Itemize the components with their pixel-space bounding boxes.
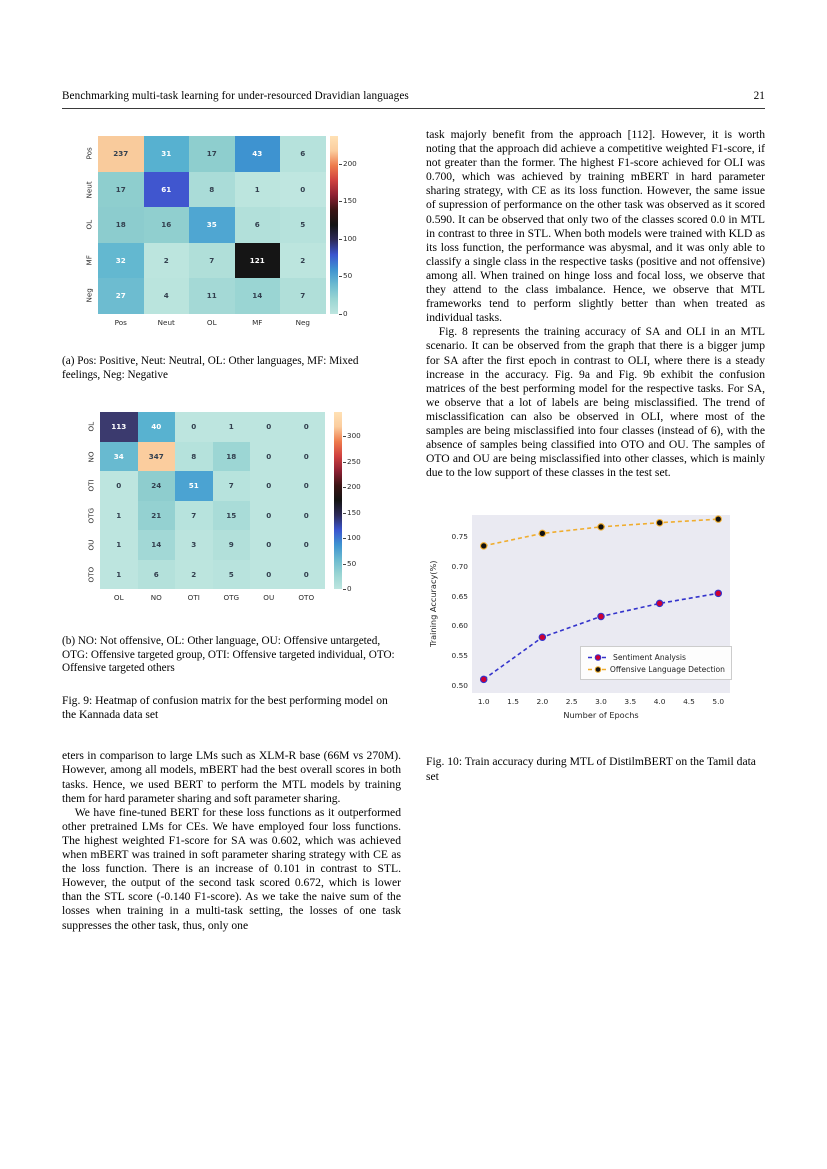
heatmap-cell: 0	[288, 501, 326, 531]
heatmap-cell: 0	[280, 172, 326, 208]
legend-item	[587, 665, 725, 674]
colorbar-tick-label: 150	[347, 507, 361, 517]
heatmap-cell: 7	[280, 278, 326, 314]
colorbar-tick-label: 0	[343, 308, 348, 318]
chart-x-tick: 2.0	[536, 697, 549, 707]
heatmap-x-tick: OTG	[223, 593, 240, 603]
heatmap-cell: 34	[100, 442, 138, 472]
heatmap-x-tick: MF	[252, 317, 263, 327]
colorbar-tick-label: 250	[347, 456, 361, 466]
chart-y-tick: 0.65	[451, 591, 468, 601]
figure-9a-heatmap	[62, 130, 401, 345]
figure-9-caption: Fig. 9: Heatmap of confusion matrix for the best performing model on the Kannada data set	[62, 693, 388, 722]
heatmap-colorbar	[330, 136, 338, 314]
heatmap-cell: 32	[98, 243, 144, 279]
right-column	[426, 128, 765, 784]
heatmap-cell: 2	[144, 243, 190, 279]
heatmap-cell: 0	[288, 560, 326, 590]
chart-x-tick: 3.5	[624, 697, 637, 707]
heatmap-cell: 0	[288, 442, 326, 472]
heatmap-y-tick: OL	[86, 422, 96, 432]
colorbar-tick-label: 50	[347, 558, 357, 568]
chart-x-tick: 4.0	[653, 697, 666, 707]
right-paragraph-1: task majorly benefit from the approach [112]. However, it is worth noting that the approach did achieve a competitive weighted F1-score, if not greater than the former. The highest F1-score achieved for OLI was 0.700, which was achieved by training mBERT in hard parameter sharing strategy, with CE as its loss function. However, the same issue of supression of performance on the other task was observed as it scored 0.590. It can be observed that only two of the classes scored 0.0 in MTL in contrast to three in STL. When both models were trained with KLD as its loss function, the performance was abysmal, and it was only able to classify a single class in the respective tasks (positive and not offensive) among all. When trained on hinge loss and focal loss, we observe that they attend to the class imbalance. Hence, we observe that MTL frameworks tend to perform slightly better than when treated as individual tasks.	[426, 128, 765, 325]
heatmap-cell: 14	[138, 530, 176, 560]
legend-swatch-icon	[587, 665, 606, 674]
chart-y-axis-label: Training Accuracy(%)	[428, 561, 438, 648]
chart-y-tick: 0.50	[451, 680, 468, 690]
chart-x-axis-label: Number of Epochs	[563, 710, 639, 721]
heatmap-cell: 6	[280, 136, 326, 172]
heatmap-x-tick: OU	[263, 593, 275, 603]
heatmap-cell: 40	[138, 412, 176, 442]
heatmap-y-tick: MF	[84, 255, 94, 266]
heatmap-cell: 5	[280, 207, 326, 243]
heatmap-cell: 31	[144, 136, 190, 172]
heatmap-cell: 16	[144, 207, 190, 243]
heatmap-cell: 8	[189, 172, 235, 208]
heatmap-cell: 17	[189, 136, 235, 172]
chart-y-tick: 0.55	[451, 650, 468, 660]
heatmap-cell: 113	[100, 412, 138, 442]
heatmap-cell: 5	[213, 560, 251, 590]
heatmap-cell: 1	[235, 172, 281, 208]
left-paragraph-1: eters in comparison to large LMs such as XLM-R base (66M vs 270M). However, among all models, mBERT had the best overall scores in both tasks. Hence, we used BERT to perform the MTL models by training them for hard parameter sharing and soft parameter sharing.	[62, 749, 401, 805]
colorbar-tick-label: 200	[343, 158, 357, 168]
colorbar-tick-label: 100	[343, 233, 357, 243]
heatmap-y-tick: Pos	[84, 147, 94, 160]
heatmap-cell: 43	[235, 136, 281, 172]
chart-y-tick: 0.60	[451, 621, 468, 631]
heatmap-cell: 35	[189, 207, 235, 243]
legend-label: Offensive Language Detection	[609, 664, 725, 674]
left-column	[62, 130, 401, 933]
heatmap-x-tick: Neut	[157, 317, 175, 327]
heatmap-cell: 0	[250, 471, 288, 501]
heatmap-colorbar	[334, 412, 342, 589]
heatmap-cell: 0	[250, 560, 288, 590]
heatmap-cell: 51	[175, 471, 213, 501]
heatmap-cell: 6	[235, 207, 281, 243]
heatmap-cell: 21	[138, 501, 176, 531]
heatmap-x-tick: NO	[150, 593, 162, 603]
heatmap-y-tick: Neut	[84, 180, 94, 198]
heatmap-cell: 7	[189, 243, 235, 279]
heatmap-y-tick: OTI	[86, 479, 96, 493]
legend-label: Sentiment Analysis	[613, 652, 686, 662]
colorbar-tick-label: 150	[343, 196, 357, 206]
heatmap-cell: 0	[288, 530, 326, 560]
heatmap-cell: 1	[100, 530, 138, 560]
heatmap-y-tick: OTG	[86, 507, 96, 524]
chart-y-tick: 0.70	[451, 561, 468, 571]
running-head-title: Benchmarking multi-task learning for under-resourced Dravidian languages	[62, 90, 409, 102]
heatmap-cell: 0	[250, 530, 288, 560]
left-paragraph-2: We have fine-tuned BERT for these loss functions as it outperformed other pretrained LMs for CEs. We have employed four loss functions. The highest weighted F1-score for SA was 0.602, which was achieved when mBERT was trained in soft parameter sharing strategy with CE as the loss function. There is an increase of 0.101 in contrast to STL. However, the output of the second task scored 0.672, which is lower than the STL score (-0.140 F1-score). As we take the naive sum of the losses when training in a multi-task setting, the losses of one task suppresses the other task, thus, only one	[62, 805, 401, 932]
heatmap-cell: 18	[213, 442, 251, 472]
heatmap-y-tick: OU	[86, 539, 96, 551]
heatmap-cell: 0	[100, 471, 138, 501]
heatmap-cell: 1	[213, 412, 251, 442]
heatmap-cell: 14	[235, 278, 281, 314]
heatmap-x-tick: OL	[206, 317, 217, 327]
heatmap-cell: 11	[189, 278, 235, 314]
legend-swatch-icon	[587, 653, 609, 662]
heatmap-cell: 0	[175, 412, 213, 442]
heatmap-cell: 7	[175, 501, 213, 531]
chart-x-tick: 1.5	[507, 697, 519, 707]
chart-x-tick: 1.0	[477, 697, 490, 707]
chart-x-tick: 4.5	[683, 697, 695, 707]
legend-item	[587, 653, 725, 662]
heatmap-cell: 6	[138, 560, 176, 590]
heatmap-cell: 15	[213, 501, 251, 531]
colorbar-tick-label: 100	[347, 533, 361, 543]
heatmap-cell: 0	[288, 471, 326, 501]
heatmap-cell: 2	[280, 243, 326, 279]
heatmap-cell: 9	[213, 530, 251, 560]
heatmap-cell: 17	[98, 172, 144, 208]
colorbar-tick-label: 200	[347, 482, 361, 492]
heatmap-cell: 347	[138, 442, 176, 472]
heatmap-cell: 121	[235, 243, 281, 279]
right-paragraph-2: Fig. 8 represents the training accuracy of SA and OLI in an MTL scenario. It can be observed from the graph that there is a bigger jump for SA after the first epoch in contrast to OLI, where there is a steady increase in the accuracy. Fig. 9a and Fig. 9b exhibit the confusion matrices of the best performing model for the respective tasks. For SA, we observe that a lot of labels are being misclassified. The trend of misclassification can also be observed in OLI, where most of the samples are being misclassified into four classes (instead of 6), with the absence of samples being classified into OTO and OU. The samples of OTO and OU are being misclassified into other classes, which is mainly due to the low support of these classes in the test set.	[426, 325, 765, 480]
heatmap-x-tick: Neg	[295, 317, 310, 327]
heatmap-cell: 0	[250, 501, 288, 531]
heatmap-x-tick: Pos	[114, 317, 127, 327]
heatmap-cell: 0	[288, 412, 326, 442]
heatmap-cell: 2	[175, 560, 213, 590]
running-head	[62, 90, 765, 102]
page-number: 21	[753, 90, 765, 102]
colorbar-tick-label: 0	[347, 584, 352, 594]
figure-9b-heatmap	[62, 406, 401, 624]
heatmap-cell: 3	[175, 530, 213, 560]
heatmap-cell: 27	[98, 278, 144, 314]
chart-y-tick: 0.75	[451, 532, 468, 542]
heatmap-y-tick: Neg	[84, 288, 94, 303]
figure-9a-subcaption: (a) Pos: Positive, Neut: Neutral, OL: Other languages, MF: Mixed feelings, Neg: Negative	[62, 355, 359, 381]
colorbar-tick-label: 50	[343, 271, 353, 281]
heatmap-cell: 4	[144, 278, 190, 314]
heatmap-cell: 7	[213, 471, 251, 501]
heatmap-y-tick: NO	[86, 450, 96, 462]
chart-x-tick: 3.0	[595, 697, 607, 707]
heatmap-cell: 237	[98, 136, 144, 172]
heatmap-cell: 61	[144, 172, 190, 208]
colorbar-tick-label: 300	[347, 431, 361, 441]
header-divider	[62, 108, 765, 109]
heatmap-cell: 18	[98, 207, 144, 243]
chart-legend	[580, 646, 732, 680]
heatmap-cell: 0	[250, 442, 288, 472]
heatmap-cell: 1	[100, 501, 138, 531]
heatmap-x-tick: OTI	[187, 593, 200, 603]
heatmap-cell: 0	[250, 412, 288, 442]
heatmap-x-tick: OTO	[298, 593, 315, 603]
heatmap-y-tick: OL	[84, 219, 94, 230]
heatmap-cell: 1	[100, 560, 138, 590]
heatmap-x-tick: OL	[113, 593, 124, 603]
chart-x-tick: 2.5	[565, 697, 578, 707]
figure-9b-subcaption: (b) NO: Not offensive, OL: Other language, OU: Offensive untargeted, OTG: Offensive targeted group, OTI: Offensive targeted individual, OTO: Offensive targeted others	[62, 635, 395, 675]
heatmap-cell: 24	[138, 471, 176, 501]
heatmap-y-tick: OTO	[86, 566, 96, 583]
figure-10-caption: Fig. 10: Train accuracy during MTL of DistilmBERT on the Tamil data set	[426, 755, 756, 783]
chart-x-tick: 5.0	[712, 697, 725, 707]
heatmap-cell: 8	[175, 442, 213, 472]
figure-10-line-chart	[426, 503, 765, 743]
